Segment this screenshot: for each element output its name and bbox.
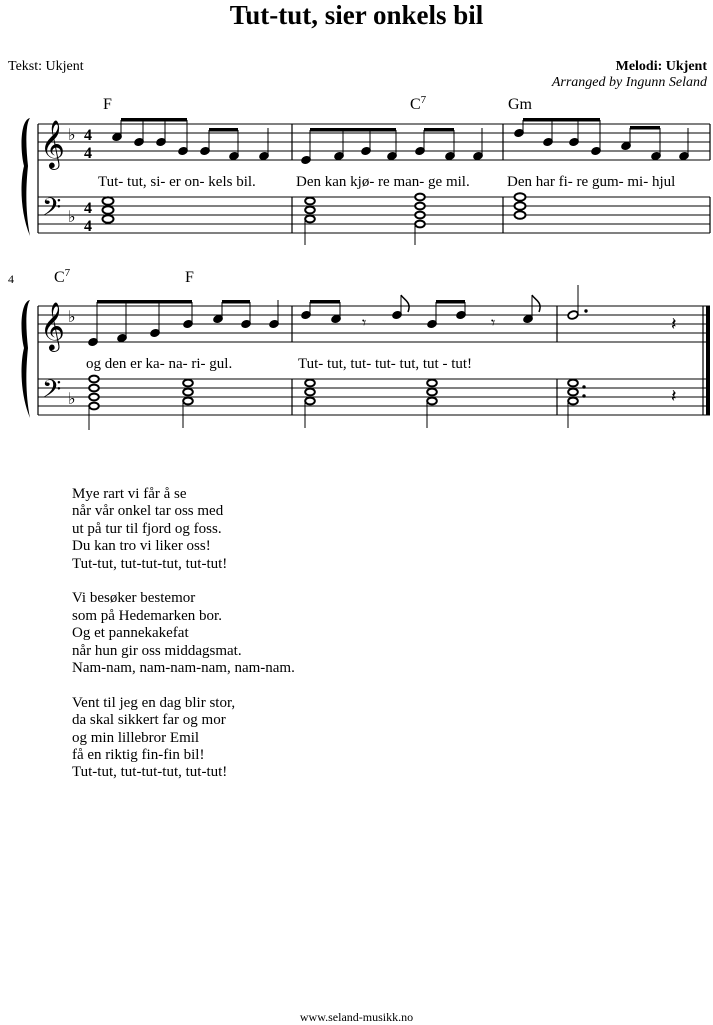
verse-line: ut på tur til fjord og foss. bbox=[72, 520, 222, 537]
verse-stanza bbox=[72, 695, 295, 782]
treble-staff bbox=[38, 306, 710, 342]
flat-icon: ♭ bbox=[68, 307, 76, 326]
quarter-rest-icon: 𝄽 bbox=[671, 386, 677, 407]
verse-line: når vår onkel tar oss med bbox=[72, 503, 224, 520]
svg-text:4: 4 bbox=[84, 127, 92, 144]
verse-line: Vi besøker bestemor bbox=[72, 590, 196, 607]
chord-symbol: $C^7$ bbox=[54, 267, 71, 286]
verse-line: Tut-tut, tut-tut-tut, tut-tut! bbox=[72, 764, 228, 781]
sheet-music bbox=[0, 0, 713, 470]
eighth-rest-icon: 𝄾 bbox=[362, 313, 367, 332]
flat-icon: ♭ bbox=[68, 207, 76, 226]
grand-staff-brace bbox=[22, 118, 30, 236]
system-2 bbox=[8, 267, 710, 430]
grand-staff-brace bbox=[22, 300, 30, 418]
flat-icon: ♭ bbox=[68, 125, 76, 144]
bass-staff bbox=[38, 197, 710, 233]
verse-line: Og et pannekakefat bbox=[72, 625, 189, 642]
lyric-line: Tut- tut, si- er on- kels bil. bbox=[98, 174, 256, 190]
verse-line: Mye rart vi får å se bbox=[72, 486, 187, 502]
lyric-line: Den har fi- re gum- mi- hjul bbox=[507, 174, 676, 190]
time-signature bbox=[84, 127, 92, 235]
flat-icon: ♭ bbox=[68, 389, 76, 408]
lyric-line: Tut- tut, tut- tut- tut, tut - tut! bbox=[298, 356, 473, 372]
lyric-line: Den kan kjø- re man- ge mil. bbox=[296, 174, 470, 190]
chord-symbol: Gm bbox=[508, 96, 532, 113]
eighth-rest-icon: 𝄾 bbox=[491, 313, 496, 332]
bass-clef-icon: 𝄢 bbox=[42, 193, 62, 228]
verse-line: som på Hedemarken bor. bbox=[72, 607, 222, 624]
verse-line: Vent til jeg en dag blir stor, bbox=[72, 694, 236, 711]
system-1 bbox=[22, 94, 710, 245]
svg-text:4: 4 bbox=[84, 218, 92, 235]
measure-number: 4 bbox=[8, 272, 14, 286]
melody-measure-5 bbox=[301, 295, 540, 332]
lyricist-credit: Tekst: Ukjent bbox=[8, 59, 84, 74]
chord-symbol: $C^7$ bbox=[410, 94, 427, 113]
song-title: Tut-tut, sier onkels bil bbox=[229, 0, 484, 30]
bass-chords bbox=[103, 193, 526, 227]
svg-text:4: 4 bbox=[84, 200, 92, 217]
verse-line: Du kan tro vi liker oss! bbox=[72, 538, 211, 555]
extra-verses bbox=[72, 486, 295, 799]
verse-stanza bbox=[72, 590, 295, 677]
final-barline bbox=[706, 306, 710, 415]
chord-symbol: F bbox=[185, 269, 194, 286]
composer-credit: Melodi: Ukjent bbox=[615, 59, 707, 74]
quarter-rest-icon: 𝄽 bbox=[671, 314, 677, 335]
verse-line: Nam-nam, nam-nam-nam, nam-nam. bbox=[72, 660, 295, 677]
bass-clef-icon: 𝄢 bbox=[42, 375, 62, 410]
bass-chords bbox=[89, 376, 578, 410]
verse-line: og min lillebror Emil bbox=[72, 729, 200, 746]
melody-measure-6 bbox=[567, 285, 676, 335]
chord-symbol: F bbox=[103, 96, 112, 113]
arranger-credit: Arranged by Ingunn Seland bbox=[551, 75, 707, 90]
verse-stanza bbox=[72, 486, 295, 573]
verse-line: Tut-tut, tut-tut-tut, tut-tut! bbox=[72, 555, 228, 572]
svg-text:4: 4 bbox=[84, 145, 92, 162]
treble-clef-icon: 𝄞 bbox=[40, 119, 65, 168]
verse-line: da skal sikkert far og mor bbox=[72, 712, 226, 729]
footer-url[interactable]: www.seland-musikk.no bbox=[299, 1010, 414, 1024]
verse-line: når hun gir oss middagsmat. bbox=[72, 642, 242, 659]
melody-measure-4 bbox=[87, 300, 279, 347]
verse-line: få en riktig fin-fin bil! bbox=[72, 747, 205, 764]
bass-staff bbox=[38, 379, 710, 415]
treble-clef-icon: 𝄞 bbox=[40, 301, 65, 350]
lyric-line: og den er ka- na- ri- gul. bbox=[86, 356, 233, 372]
